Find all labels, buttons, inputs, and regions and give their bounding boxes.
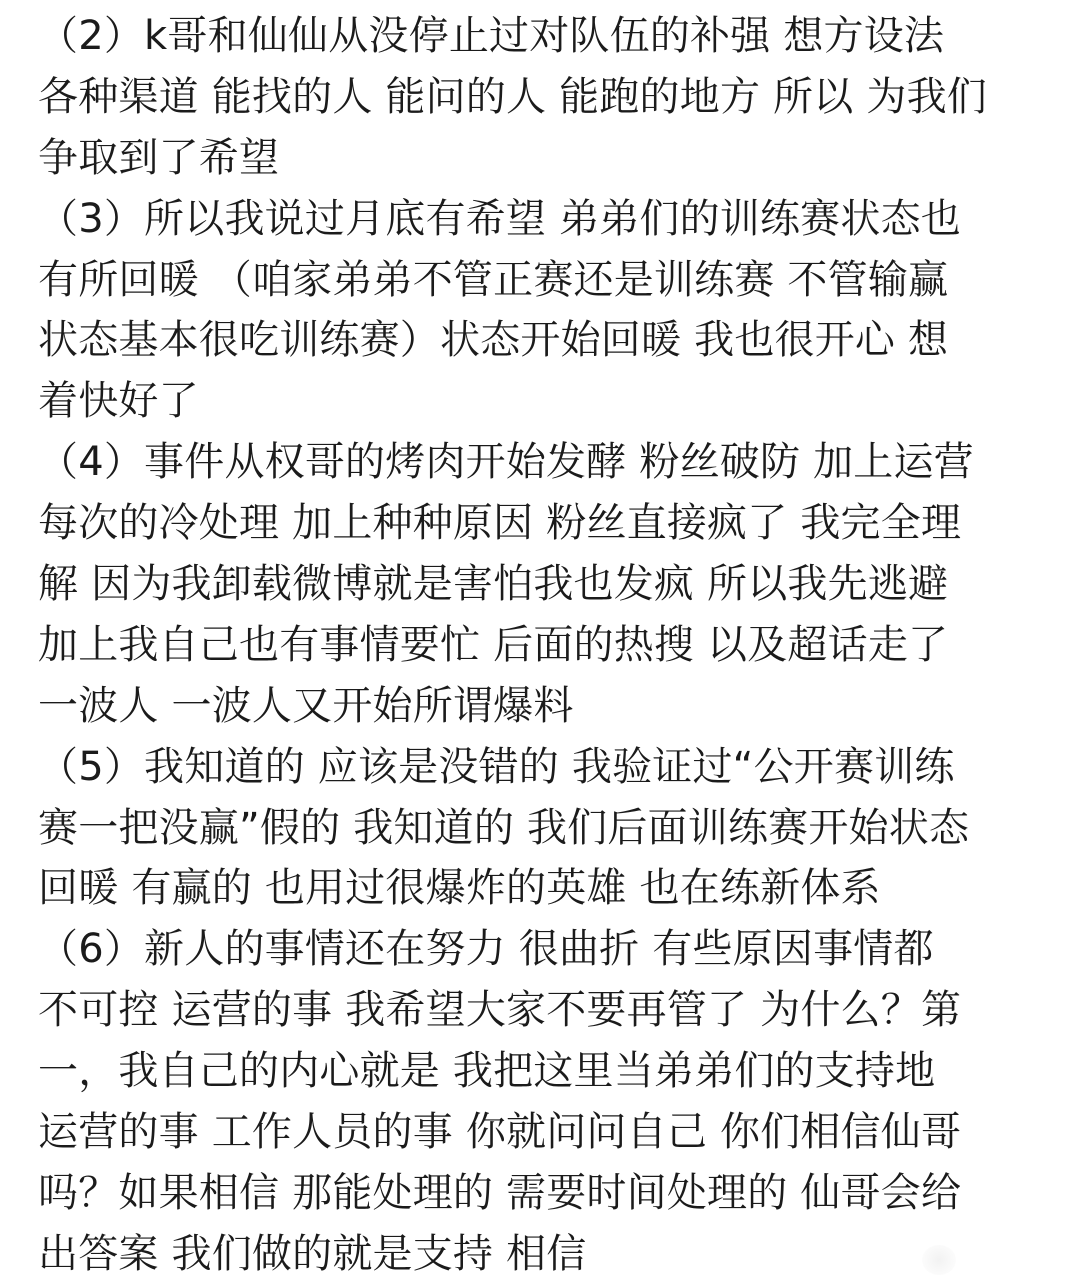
text-line: 每次的冷处理 加上种种原因 粉丝直接疯了 我完全理 — [38, 500, 962, 547]
text-line: 加上我自己也有事情要忙 后面的热搜 以及超话走了 — [38, 621, 949, 668]
text-line: 不可控 运营的事 我希望大家不要再管了 为什么？第 — [38, 987, 962, 1034]
text-line: （2）k哥和仙仙从没停止过对队伍的补强 想方设法 — [38, 13, 945, 59]
text-line: （4）事件从权哥的烤肉开始发酵 粉丝破防 加上运营 — [38, 439, 974, 486]
text-line: 各种渠道 能找的人 能问的人 能跑的地方 所以 为我们 — [38, 73, 987, 120]
post-text-body — [38, 6, 1048, 1285]
text-line: 出答案 我们做的就是支持 相信 — [38, 1230, 587, 1277]
text-line: （5）我知道的 应该是没错的 我验证过“公开赛训练 — [38, 743, 955, 790]
text-line: （3）所以我说过月底有希望 弟弟们的训练赛状态也 — [38, 195, 961, 242]
text-line: 一，我自己的内心就是 我把这里当弟弟们的支持地 — [38, 1048, 936, 1095]
text-line: 运营的事 工作人员的事 你就问问自己 你们相信仙哥 — [38, 1109, 962, 1156]
text-line: 赛一把没赢”假的 我知道的 我们后面训练赛开始状态 — [38, 804, 970, 851]
text-line: 吗？如果相信 那能处理的 需要时间处理的 仙哥会给 — [38, 1169, 962, 1216]
watermark-mark — [922, 1245, 956, 1275]
text-line: （6）新人的事情还在努力 很曲折 有些原因事情都 — [38, 926, 934, 973]
text-line: 状态基本很吃训练赛）状态开始回暖 我也很开心 想 — [38, 317, 949, 364]
text-line: 着快好了 — [38, 378, 199, 425]
text-line: 解 因为我卸载微博就是害怕我也发疯 所以我先逃避 — [38, 561, 949, 608]
text-line: 争取到了希望 — [38, 134, 280, 181]
text-line: 回暖 有赢的 也用过很爆炸的英雄 也在练新体系 — [38, 865, 881, 912]
text-line: 有所回暖 （咱家弟弟不管正赛还是训练赛 不管输赢 — [38, 256, 949, 303]
text-line: 一波人 一波人又开始所谓爆料 — [38, 682, 574, 729]
